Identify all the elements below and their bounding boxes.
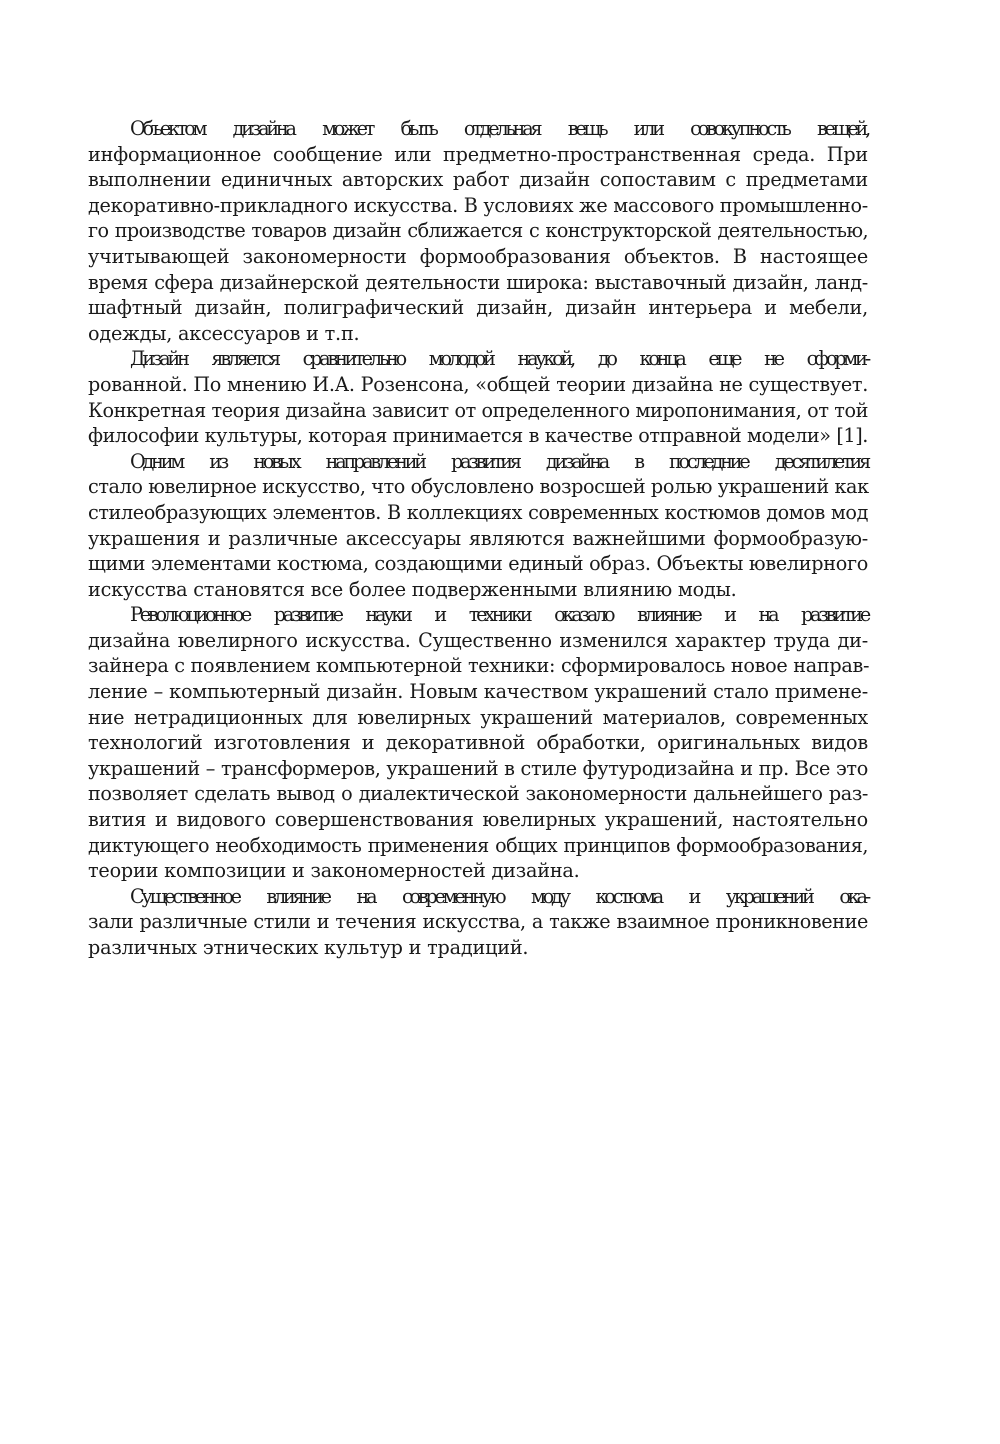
- text-line: ние нетрадиционных для ювелирных украшений материалов, современных: [88, 705, 868, 729]
- text-line: позволяет сделать вывод о диалектической закономерности дальнейшего раз-: [88, 782, 868, 806]
- text-line: щими элементами костюма, создающими единый образ. Объекты ювелирного: [88, 552, 868, 576]
- text-line: различных этнических культур и традиций.: [88, 936, 529, 959]
- paragraph-3: [88, 449, 868, 603]
- text-line: Объектом дизайна может быть отдельная вещь или совокупность вещей,: [130, 117, 868, 140]
- text-line: украшения и различные аксессуары являются важнейшими формообразую-: [88, 526, 868, 550]
- text-line: стилеобразующих элементов. В коллекциях современных костюмов домов мод: [88, 500, 868, 524]
- text-line: рованной. По мнению И.А. Розенсона, «общей теории дизайна не существует.: [88, 372, 868, 396]
- text-line: го производстве товаров дизайн сближается с конструкторской деятельностью,: [88, 219, 868, 243]
- text-line: шафтный дизайн, полиграфический дизайн, дизайн интерьера и мебели,: [88, 296, 868, 320]
- paragraph-4: [88, 602, 868, 884]
- text-line: искусства становятся все более подверженными влиянию моды.: [88, 577, 737, 601]
- text-line: Конкретная теория дизайна зависит от определенного миропонимания, от той: [88, 398, 868, 422]
- text-line: Дизайн является сравнительно молодой наукой, до конца еще не сформи-: [130, 347, 868, 371]
- text-line: одежды, аксессуаров и т.п.: [88, 321, 360, 345]
- text-line: выполнении единичных авторских работ дизайн сопоставим с предметами: [88, 168, 868, 192]
- paragraph-5: [88, 884, 868, 961]
- paragraph-1: [88, 116, 868, 346]
- text-line: учитывающей закономерности формообразования объектов. В настоящее: [88, 244, 868, 268]
- text-line: время сфера дизайнерской деятельности широка: выставочный дизайн, ланд-: [88, 270, 868, 294]
- text-line: зайнера с появлением компьютерной техники: сформировалось новое направ-: [88, 654, 870, 678]
- text-line: ление – компьютерный дизайн. Новым качеством украшений стало примене-: [88, 680, 868, 704]
- paragraph-2: [88, 346, 868, 448]
- text-line: зали различные стили и течения искусства, а также взаимное проникновение: [88, 910, 868, 934]
- text-line: вития и видового совершенствования ювелирных украшений, настоятельно: [88, 808, 868, 832]
- text-line: технологий изготовления и декоративной обработки, оригинальных видов: [88, 731, 868, 755]
- text-line: Существенное влияние на современную моду костюма и украшений ока-: [130, 884, 868, 908]
- text-line: Революционное развитие науки и техники оказало влияние и на развитие: [130, 603, 868, 627]
- text-line: информационное сообщение или предметно-пространственная среда. При: [88, 142, 868, 166]
- text-line: украшений – трансформеров, украшений в стиле футуродизайна и пр. Все это: [88, 756, 868, 780]
- text-line: дизайна ювелирного искусства. Существенно изменился характер труда ди-: [88, 628, 868, 652]
- text-line: Одним из новых направлений развития дизайна в последние десятилетия: [130, 449, 868, 473]
- text-line: теории композиции и закономерностей дизайна.: [88, 859, 580, 883]
- body-text: [88, 116, 868, 961]
- text-line: стало ювелирное искусство, что обусловлено возросшей ролью украшений как: [88, 475, 869, 499]
- text-line: диктующего необходимость применения общих принципов формообразования,: [88, 833, 868, 857]
- text-line: философии культуры, которая принимается в качестве отправной модели» [1].: [88, 424, 868, 448]
- text-line: декоративно-прикладного искусства. В условиях же массового промышленно-: [88, 193, 868, 217]
